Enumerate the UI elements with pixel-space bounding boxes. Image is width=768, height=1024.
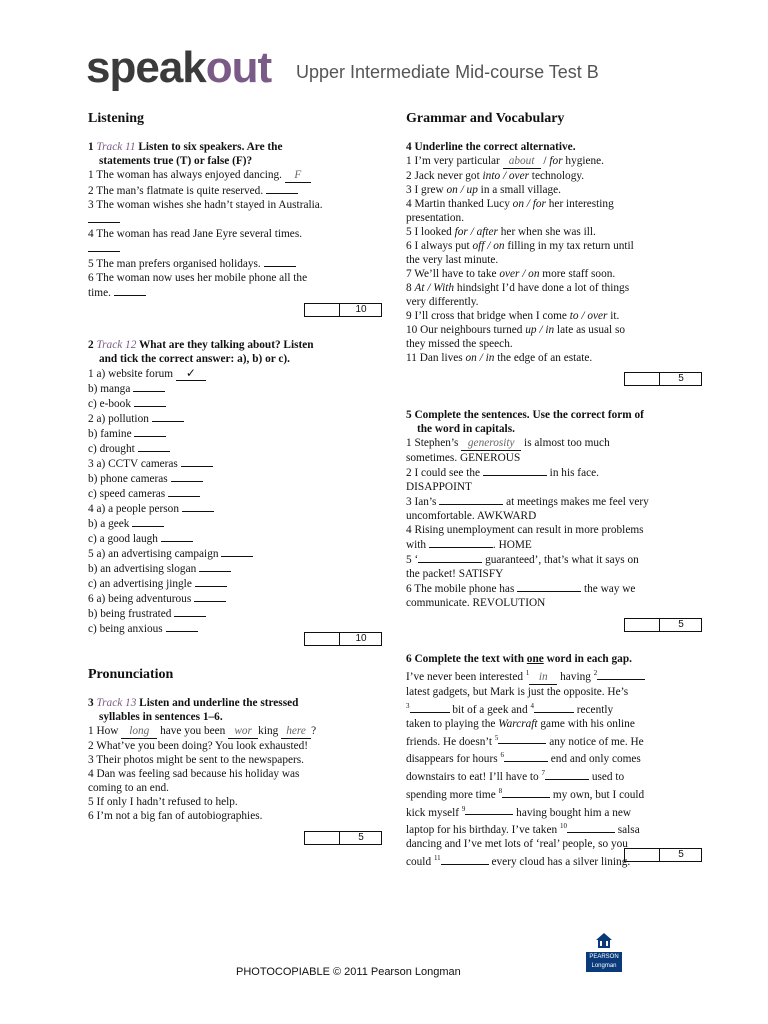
q5-blank[interactable] (517, 581, 581, 592)
q3-item[interactable]: 3 Their photos might be sent to the newspapers. (88, 754, 304, 766)
q3-item[interactable]: 5 If only I hadn’t refused to help. (88, 796, 238, 808)
q3-stress-answer[interactable]: wor (228, 724, 258, 739)
q2-option: c) a good laugh (88, 531, 348, 546)
q3-item[interactable]: 4 Dan was feeling sad because his holiday was (88, 768, 300, 780)
q6-blank[interactable] (534, 702, 574, 713)
q4-item-6-cont: the very last minute. (406, 254, 499, 266)
q5-score: 5 (678, 619, 684, 630)
q5-item-1-cont: sometimes. GENEROUS (406, 452, 521, 464)
q2-option: b) manga (88, 381, 348, 396)
q2-blank[interactable] (181, 456, 213, 467)
q1-blank-6[interactable] (114, 285, 146, 296)
q1-item-5: 5 The man prefers organised holidays. (88, 256, 348, 271)
q4-item-11: 11 Dan lives on / in the edge of an estate. (406, 352, 593, 364)
right-column (406, 110, 696, 365)
q1-blank-2[interactable] (266, 183, 298, 194)
q1-score-box (304, 303, 382, 317)
q1-score: 10 (355, 304, 367, 315)
q6-blank[interactable] (567, 822, 615, 833)
q6-answer[interactable]: in (529, 670, 557, 685)
q2-blank[interactable] (194, 591, 226, 602)
q5-item-4-cont: with . HOME (406, 539, 532, 551)
q5-item-4: 4 Rising unemployment can result in more problems (406, 524, 644, 536)
q2-option: 3 a) CCTV cameras (88, 456, 348, 471)
q3-item[interactable]: coming to an end. (88, 782, 169, 794)
q2-option: 1 a) website forum ✓ (88, 366, 348, 381)
q2-option: b) famine (88, 426, 348, 441)
q2-instruction: 2 Track 12 What are they talking about? Listen (88, 339, 314, 351)
q4-item-4-cont: presentation. (406, 212, 465, 224)
q4-item-7: 7 We’ll have to take over / on more staff soon. (406, 268, 616, 280)
footer-copyright: PHOTOCOPIABLE © 2011 Pearson Longman (236, 966, 461, 978)
q6-blank[interactable] (545, 769, 589, 780)
pearson-emblem-icon (586, 932, 622, 952)
q4-alternatives[interactable]: on / up (446, 184, 478, 196)
q2-blank[interactable] (168, 486, 200, 497)
q5-score-box (624, 618, 702, 632)
q1-answer-1[interactable]: F (285, 168, 311, 183)
q2-option: c) e-book (88, 396, 348, 411)
q5-answer[interactable]: generosity (461, 436, 521, 451)
q4-item-6: 6 I always put off / on filling in my tax return until (406, 240, 634, 252)
q2-blank[interactable] (166, 621, 198, 632)
q1-blank-5[interactable] (264, 256, 296, 267)
q5-blank[interactable] (418, 552, 482, 563)
q2-blank[interactable] (221, 546, 253, 557)
q2-blank[interactable] (132, 516, 164, 527)
q4-alternatives[interactable]: on / for (512, 198, 546, 210)
longman-wordmark: Longman (591, 963, 617, 969)
pearson-logo (586, 932, 622, 972)
q4-item-8: 8 At / With hindsight I’d have done a lot of things (406, 282, 630, 294)
q5-blank[interactable] (429, 537, 493, 548)
q2-option: c) speed cameras (88, 486, 348, 501)
q2-option: c) drought (88, 441, 348, 456)
q2-score: 10 (355, 633, 367, 644)
q2-score-box (304, 632, 382, 646)
question-2 (88, 338, 348, 636)
q3-score: 5 (358, 832, 364, 843)
q2-blank[interactable] (138, 441, 170, 452)
q4-answer[interactable]: about (503, 154, 541, 169)
q6-blank[interactable] (502, 787, 550, 798)
q6-blank[interactable] (465, 804, 513, 815)
grammar-title: Grammar and Vocabulary (406, 111, 565, 126)
q3-stress-answer[interactable]: here (281, 724, 311, 739)
q6-blank[interactable] (597, 669, 645, 680)
left-column (88, 110, 348, 300)
q6-blank[interactable] (410, 702, 450, 713)
q4-alternatives[interactable]: to / over (569, 310, 608, 322)
question-6: 6 Complete the text with one word in each gap. I’ve never been interested $^1$ in having $^2$ latest gadgets, but Mark is just the opposite. He’s $^3$ bit of a geek and $^4$ recently taken to playing the Warcraft game with his online friends. He doesn’t $^5$ any notice of me. He disappears for hours $^6$ end and only comes downstairs to eat! I’ll have to $^7$ used to spending more time $^8$ my own, but I could kick myself $^9$ having bought him a new laptop for his birthday. I’ve taken $^{10}$ salsa dancing and I’ve met lots of ‘real’ people, so you could $^{11}$ every cloud has a silver lining. (406, 652, 706, 869)
q1-instruction: 1 Track 11 Listen to six speakers. Are the (88, 141, 283, 153)
speakout-logo (86, 44, 271, 92)
q4-score-box (624, 372, 702, 386)
q2-option: b) phone cameras (88, 471, 348, 486)
logo-speak: speak (86, 43, 206, 92)
q2-blank[interactable] (174, 606, 206, 617)
q5-item-3-cont: uncomfortable. AWKWARD (406, 510, 537, 522)
q1-item-1: 1 The woman has always enjoyed dancing. F (88, 168, 348, 183)
q4-item-10-cont: they missed the speech. (406, 338, 513, 350)
q6-blank[interactable] (498, 733, 546, 744)
q6-score: 5 (678, 849, 684, 860)
q5-item-3: 3 Ian’s at meetings makes me feel very (406, 496, 649, 508)
q4-item-3: 3 I grew on / up in a small village. (406, 184, 561, 196)
q4-score: 5 (678, 373, 684, 384)
q5-blank[interactable] (439, 494, 503, 505)
q4-alternatives[interactable]: At / With (414, 282, 455, 294)
q5-blank[interactable] (483, 465, 547, 476)
q2-option: 2 a) pollution (88, 411, 348, 426)
q3-instruction-cont: syllables in sentences 1–6. (99, 711, 223, 723)
q3-score-box (304, 831, 382, 845)
q6-blank[interactable] (504, 751, 548, 762)
q6-text: dancing and I’ve met lots of ‘real’ people, so you (406, 838, 628, 851)
q2-blank[interactable] (152, 411, 184, 422)
q2-option: 4 a) a people person (88, 501, 348, 516)
q3-item[interactable]: 2 What’ve you been doing? You look exhausted! (88, 740, 309, 752)
q4-alternatives[interactable]: off / on (472, 240, 505, 252)
logo-out: out (205, 43, 272, 92)
q3-item-1: 1 How long have you been wor king here ? (88, 725, 317, 737)
q2-tick[interactable]: ✓ (176, 366, 206, 381)
q4-item-1: 1 I’m very particular about / for hygiene. (406, 155, 605, 167)
q1-item-2: 2 The man’s flatmate is quite reserved. (88, 183, 348, 198)
q1-item-6-cont: time. (88, 287, 111, 299)
q2-blank[interactable] (133, 381, 165, 392)
q4-item-5: 5 I looked for / after her when she was ill. (406, 226, 596, 238)
q1-item-6: 6 The woman now uses her mobile phone all the (88, 272, 308, 284)
q5-instruction-cont: the word in capitals. (417, 423, 515, 435)
q4-alternatives[interactable]: on / in (465, 352, 495, 364)
q1-instruction-cont: statements true (T) or false (F)? (99, 155, 253, 167)
pronunciation-section (88, 666, 358, 823)
q5-instruction: 5 Complete the sentences. Use the correct form of (406, 409, 644, 421)
q5-item-6-cont: communicate. REVOLUTION (406, 597, 546, 609)
q2-instruction-cont: and tick the correct answer: a), b) or c). (99, 353, 290, 365)
q2-option: 6 a) being adventurous (88, 591, 348, 606)
q2-option: c) an advertising jingle (88, 576, 348, 591)
question-5 (406, 408, 696, 610)
listening-title: Listening (88, 111, 145, 126)
q2-option: 5 a) an advertising campaign (88, 546, 348, 561)
q4-item-9: 9 I’ll cross that bridge when I come to / over it. (406, 310, 620, 322)
pearson-wordmark: PEARSON (589, 954, 619, 960)
q5-item-5: 5 ‘ guaranteed’, that’s what it says on (406, 554, 639, 566)
q4-item-8-cont: very differently. (406, 296, 479, 308)
q1-blank-3[interactable] (88, 212, 120, 223)
q2-blank[interactable] (161, 531, 193, 542)
q4-alternatives[interactable]: up / in (525, 324, 555, 336)
q2-option: b) an advertising slogan (88, 561, 348, 576)
q5-item-5-cont: the packet! SATISFY (406, 568, 504, 580)
q6-instruction: 6 Complete the text with one word in each gap. (406, 653, 632, 665)
pronunciation-title: Pronunciation (88, 667, 174, 682)
q3-instruction: 3 Track 13 Listen and underline the stressed (88, 697, 299, 709)
q4-item-2: 2 Jack never got into / over technology. (406, 170, 585, 182)
q5-item-2-cont: DISAPPOINT (406, 481, 472, 493)
q6-blank[interactable] (441, 854, 489, 865)
q5-item-2: 2 I could see the in his face. (406, 467, 599, 479)
q6-text: latest gadgets, but Mark is just the opposite. He’s (406, 685, 629, 698)
q2-blank[interactable] (134, 396, 166, 407)
q1-item-4: 4 The woman has read Jane Eyre several times. (88, 228, 303, 240)
q1-blank-4[interactable] (88, 241, 120, 252)
q2-option: b) being frustrated (88, 606, 348, 621)
q3-stress-answer[interactable]: long (121, 724, 157, 739)
q2-option: b) a geek (88, 516, 348, 531)
q2-track: Track 12 (96, 339, 137, 351)
q6-score-box (624, 848, 702, 862)
q2-blank[interactable] (134, 426, 166, 437)
q1-item-3: 3 The woman wishes she hadn’t stayed in Australia. (88, 199, 323, 211)
q5-item-1: 1 Stephen’s generosity is almost too much (406, 437, 610, 449)
q2-blank[interactable] (182, 501, 214, 512)
q2-option: c) being anxious (88, 621, 348, 636)
q2-blank[interactable] (199, 561, 231, 572)
q4-instruction: 4 Underline the correct alternative. (406, 141, 576, 153)
test-subtitle: Upper Intermediate Mid-course Test B (296, 62, 599, 82)
q2-blank[interactable] (171, 471, 203, 482)
q4-item-4: 4 Martin thanked Lucy on / for her interesting (406, 198, 614, 210)
q3-track: Track 13 (96, 697, 137, 709)
q3-item[interactable]: 6 I’m not a big fan of autobiographies. (88, 810, 263, 822)
q4-alternatives[interactable]: for / after (454, 226, 498, 238)
q2-blank[interactable] (195, 576, 227, 587)
q4-alternatives[interactable]: into / over (482, 170, 529, 182)
q1-track: Track 11 (96, 141, 136, 153)
q4-alternatives[interactable]: over / on (499, 268, 540, 280)
q5-item-6: 6 The mobile phone has the way we (406, 583, 636, 595)
q4-item-10: 10 Our neighbours turned up / in late as usual so (406, 324, 626, 336)
question-1 (88, 140, 348, 300)
